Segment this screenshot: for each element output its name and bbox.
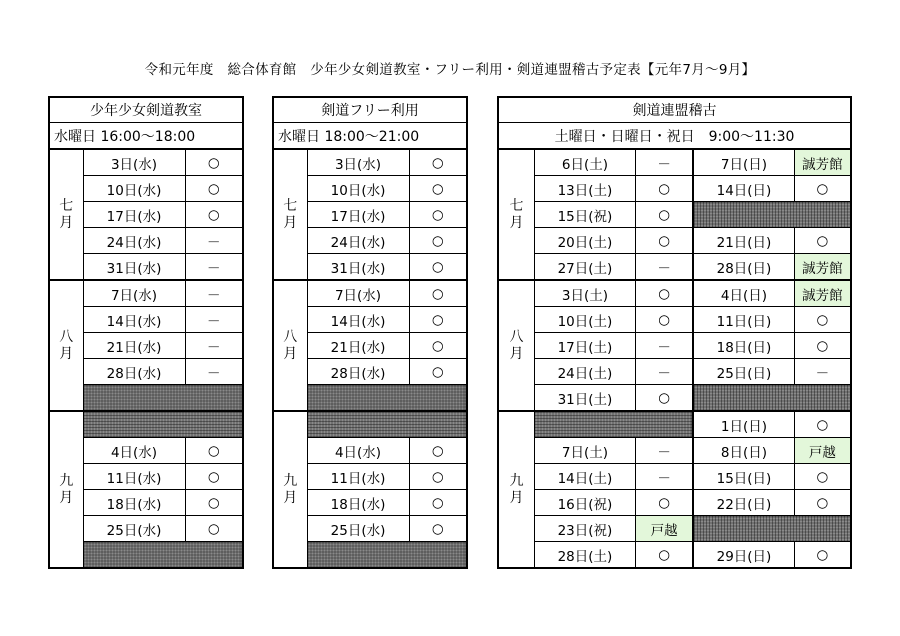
date-cell: 4日(水) (307, 438, 409, 464)
date-cell: 21日(水) (83, 333, 185, 359)
date-cell: 3日(土) (534, 280, 635, 307)
date-cell: 31日(土) (534, 385, 635, 412)
free-use-table (272, 96, 468, 569)
status-cell: － (185, 359, 243, 385)
status-cell: ○ (409, 333, 467, 359)
status-cell: ○ (794, 490, 851, 516)
date-cell: 13日(土) (534, 176, 635, 202)
status-cell: ○ (794, 228, 851, 254)
table-row (49, 149, 243, 176)
status-cell: ○ (636, 490, 694, 516)
date-cell: 11日(水) (83, 464, 185, 490)
table-row (498, 490, 851, 516)
status-cell: ○ (409, 464, 467, 490)
date-cell: 7日(土) (534, 438, 635, 464)
status-cell: ○ (185, 149, 243, 176)
date-cell: 28日(水) (83, 359, 185, 385)
date-cell: 22日(日) (693, 490, 794, 516)
status-cell: － (636, 333, 694, 359)
status-cell: ○ (409, 176, 467, 202)
status-cell: ○ (636, 176, 694, 202)
status-cell: － (636, 254, 694, 281)
closed-cell (83, 385, 243, 412)
date-cell: 21日(日) (693, 228, 794, 254)
date-cell: 18日(水) (83, 490, 185, 516)
date-cell: 7日(水) (307, 280, 409, 307)
closed-cell (693, 385, 851, 412)
month-label: 九 月 (273, 411, 307, 568)
table-row (498, 542, 851, 569)
status-cell: 誠芳館 (794, 254, 851, 281)
status-cell: － (794, 359, 851, 385)
status-cell: ○ (409, 307, 467, 333)
date-cell: 15日(祝) (534, 202, 635, 228)
status-cell: ○ (636, 202, 694, 228)
table-title: 少年少女剣道教室 (49, 97, 243, 123)
status-cell: 誠芳館 (794, 280, 851, 307)
status-cell: ○ (636, 385, 694, 412)
status-cell: ○ (794, 542, 851, 569)
table-row (498, 516, 851, 542)
closed-cell (83, 411, 243, 438)
month-label: 九 月 (498, 411, 534, 568)
status-cell: － (185, 307, 243, 333)
status-cell: － (636, 438, 694, 464)
status-cell: ○ (409, 359, 467, 385)
table-row (498, 280, 851, 307)
status-cell: － (636, 464, 694, 490)
date-cell: 10日(水) (83, 176, 185, 202)
closed-cell (83, 542, 243, 569)
date-cell: 4日(水) (83, 438, 185, 464)
month-label: 八 月 (498, 280, 534, 411)
table-row (498, 176, 851, 202)
date-cell: 29日(日) (693, 542, 794, 569)
date-cell: 6日(土) (534, 149, 635, 176)
date-cell: 25日(水) (83, 516, 185, 542)
table-row (498, 411, 851, 438)
date-cell: 16日(祝) (534, 490, 635, 516)
date-cell: 24日(水) (83, 228, 185, 254)
status-cell: ○ (636, 542, 694, 569)
status-cell: ○ (409, 516, 467, 542)
date-cell: 24日(土) (534, 359, 635, 385)
date-cell: 25日(日) (693, 359, 794, 385)
table-row (498, 307, 851, 333)
date-cell: 15日(日) (693, 464, 794, 490)
date-cell: 7日(日) (693, 149, 794, 176)
table-row (273, 149, 467, 176)
status-cell: ○ (409, 149, 467, 176)
closed-cell (307, 542, 467, 569)
date-cell: 10日(土) (534, 307, 635, 333)
date-cell: 8日(日) (693, 438, 794, 464)
table-row (49, 280, 243, 307)
table-row (498, 149, 851, 176)
status-cell: ○ (185, 438, 243, 464)
month-label: 八 月 (49, 280, 83, 411)
table-row (498, 202, 851, 228)
date-cell: 3日(水) (83, 149, 185, 176)
status-cell: － (185, 254, 243, 281)
date-cell: 27日(土) (534, 254, 635, 281)
date-cell: 17日(水) (307, 202, 409, 228)
table-row (498, 254, 851, 281)
table-row (498, 228, 851, 254)
status-cell: ○ (794, 411, 851, 438)
date-cell: 23日(祝) (534, 516, 635, 542)
date-cell: 17日(水) (83, 202, 185, 228)
status-cell: － (636, 149, 694, 176)
status-cell: ○ (185, 490, 243, 516)
month-label: 七 月 (273, 149, 307, 280)
table-row (498, 464, 851, 490)
schedule-time: 水曜日 18:00～21:00 (273, 123, 467, 150)
date-cell: 17日(土) (534, 333, 635, 359)
date-cell: 14日(水) (83, 307, 185, 333)
status-cell: ○ (794, 176, 851, 202)
date-cell: 7日(水) (83, 280, 185, 307)
status-cell: － (185, 333, 243, 359)
table-row (498, 385, 851, 412)
table-row (273, 411, 467, 438)
status-cell: ○ (794, 307, 851, 333)
month-label: 八 月 (273, 280, 307, 411)
date-cell: 4日(日) (693, 280, 794, 307)
status-cell: ○ (409, 228, 467, 254)
date-cell: 31日(水) (83, 254, 185, 281)
status-cell: － (636, 359, 694, 385)
date-cell: 28日(日) (693, 254, 794, 281)
table-row (498, 438, 851, 464)
kids-class-table (48, 96, 244, 569)
federation-practice-table (497, 96, 852, 569)
month-label: 七 月 (49, 149, 83, 280)
date-cell: 1日(日) (693, 411, 794, 438)
status-cell: 誠芳館 (794, 149, 851, 176)
status-cell: ○ (409, 490, 467, 516)
status-cell: － (185, 228, 243, 254)
date-cell: 18日(水) (307, 490, 409, 516)
status-cell: ○ (636, 228, 694, 254)
status-cell: ○ (185, 176, 243, 202)
table-row (273, 280, 467, 307)
table-row (498, 333, 851, 359)
status-cell: ○ (636, 307, 694, 333)
schedule-time: 土曜日・日曜日・祝日 9:00～11:30 (498, 123, 851, 150)
date-cell: 18日(日) (693, 333, 794, 359)
date-cell: 14日(土) (534, 464, 635, 490)
status-cell: ○ (409, 280, 467, 307)
status-cell: 戸越 (794, 438, 851, 464)
month-label: 七 月 (498, 149, 534, 280)
date-cell: 28日(土) (534, 542, 635, 569)
date-cell: 28日(水) (307, 359, 409, 385)
date-cell: 11日(日) (693, 307, 794, 333)
date-cell: 20日(土) (534, 228, 635, 254)
date-cell: 10日(水) (307, 176, 409, 202)
status-cell: 戸越 (636, 516, 694, 542)
page-title: 令和元年度 総合体育館 少年少女剣道教室・フリー利用・剣道連盟稽古予定表【元年7月～9月】 (144, 62, 756, 78)
date-cell: 14日(水) (307, 307, 409, 333)
date-cell: 25日(水) (307, 516, 409, 542)
table-title: 剣道連盟稽古 (498, 97, 851, 123)
status-cell: ○ (409, 438, 467, 464)
closed-cell (693, 202, 851, 228)
status-cell: ○ (185, 516, 243, 542)
closed-cell (534, 411, 693, 438)
status-cell: ○ (409, 254, 467, 281)
schedule-time: 水曜日 16:00～18:00 (49, 123, 243, 150)
table-row (49, 411, 243, 438)
status-cell: － (185, 280, 243, 307)
status-cell: ○ (794, 464, 851, 490)
date-cell: 21日(水) (307, 333, 409, 359)
table-title: 剣道フリー利用 (273, 97, 467, 123)
date-cell: 24日(水) (307, 228, 409, 254)
date-cell: 14日(日) (693, 176, 794, 202)
date-cell: 11日(水) (307, 464, 409, 490)
closed-cell (307, 385, 467, 412)
status-cell: ○ (794, 333, 851, 359)
date-cell: 3日(水) (307, 149, 409, 176)
status-cell: ○ (409, 202, 467, 228)
status-cell: ○ (636, 280, 694, 307)
status-cell: ○ (185, 202, 243, 228)
date-cell: 31日(水) (307, 254, 409, 281)
month-label: 九 月 (49, 411, 83, 568)
table-row (498, 359, 851, 385)
closed-cell (307, 411, 467, 438)
closed-cell (693, 516, 851, 542)
status-cell: ○ (185, 464, 243, 490)
